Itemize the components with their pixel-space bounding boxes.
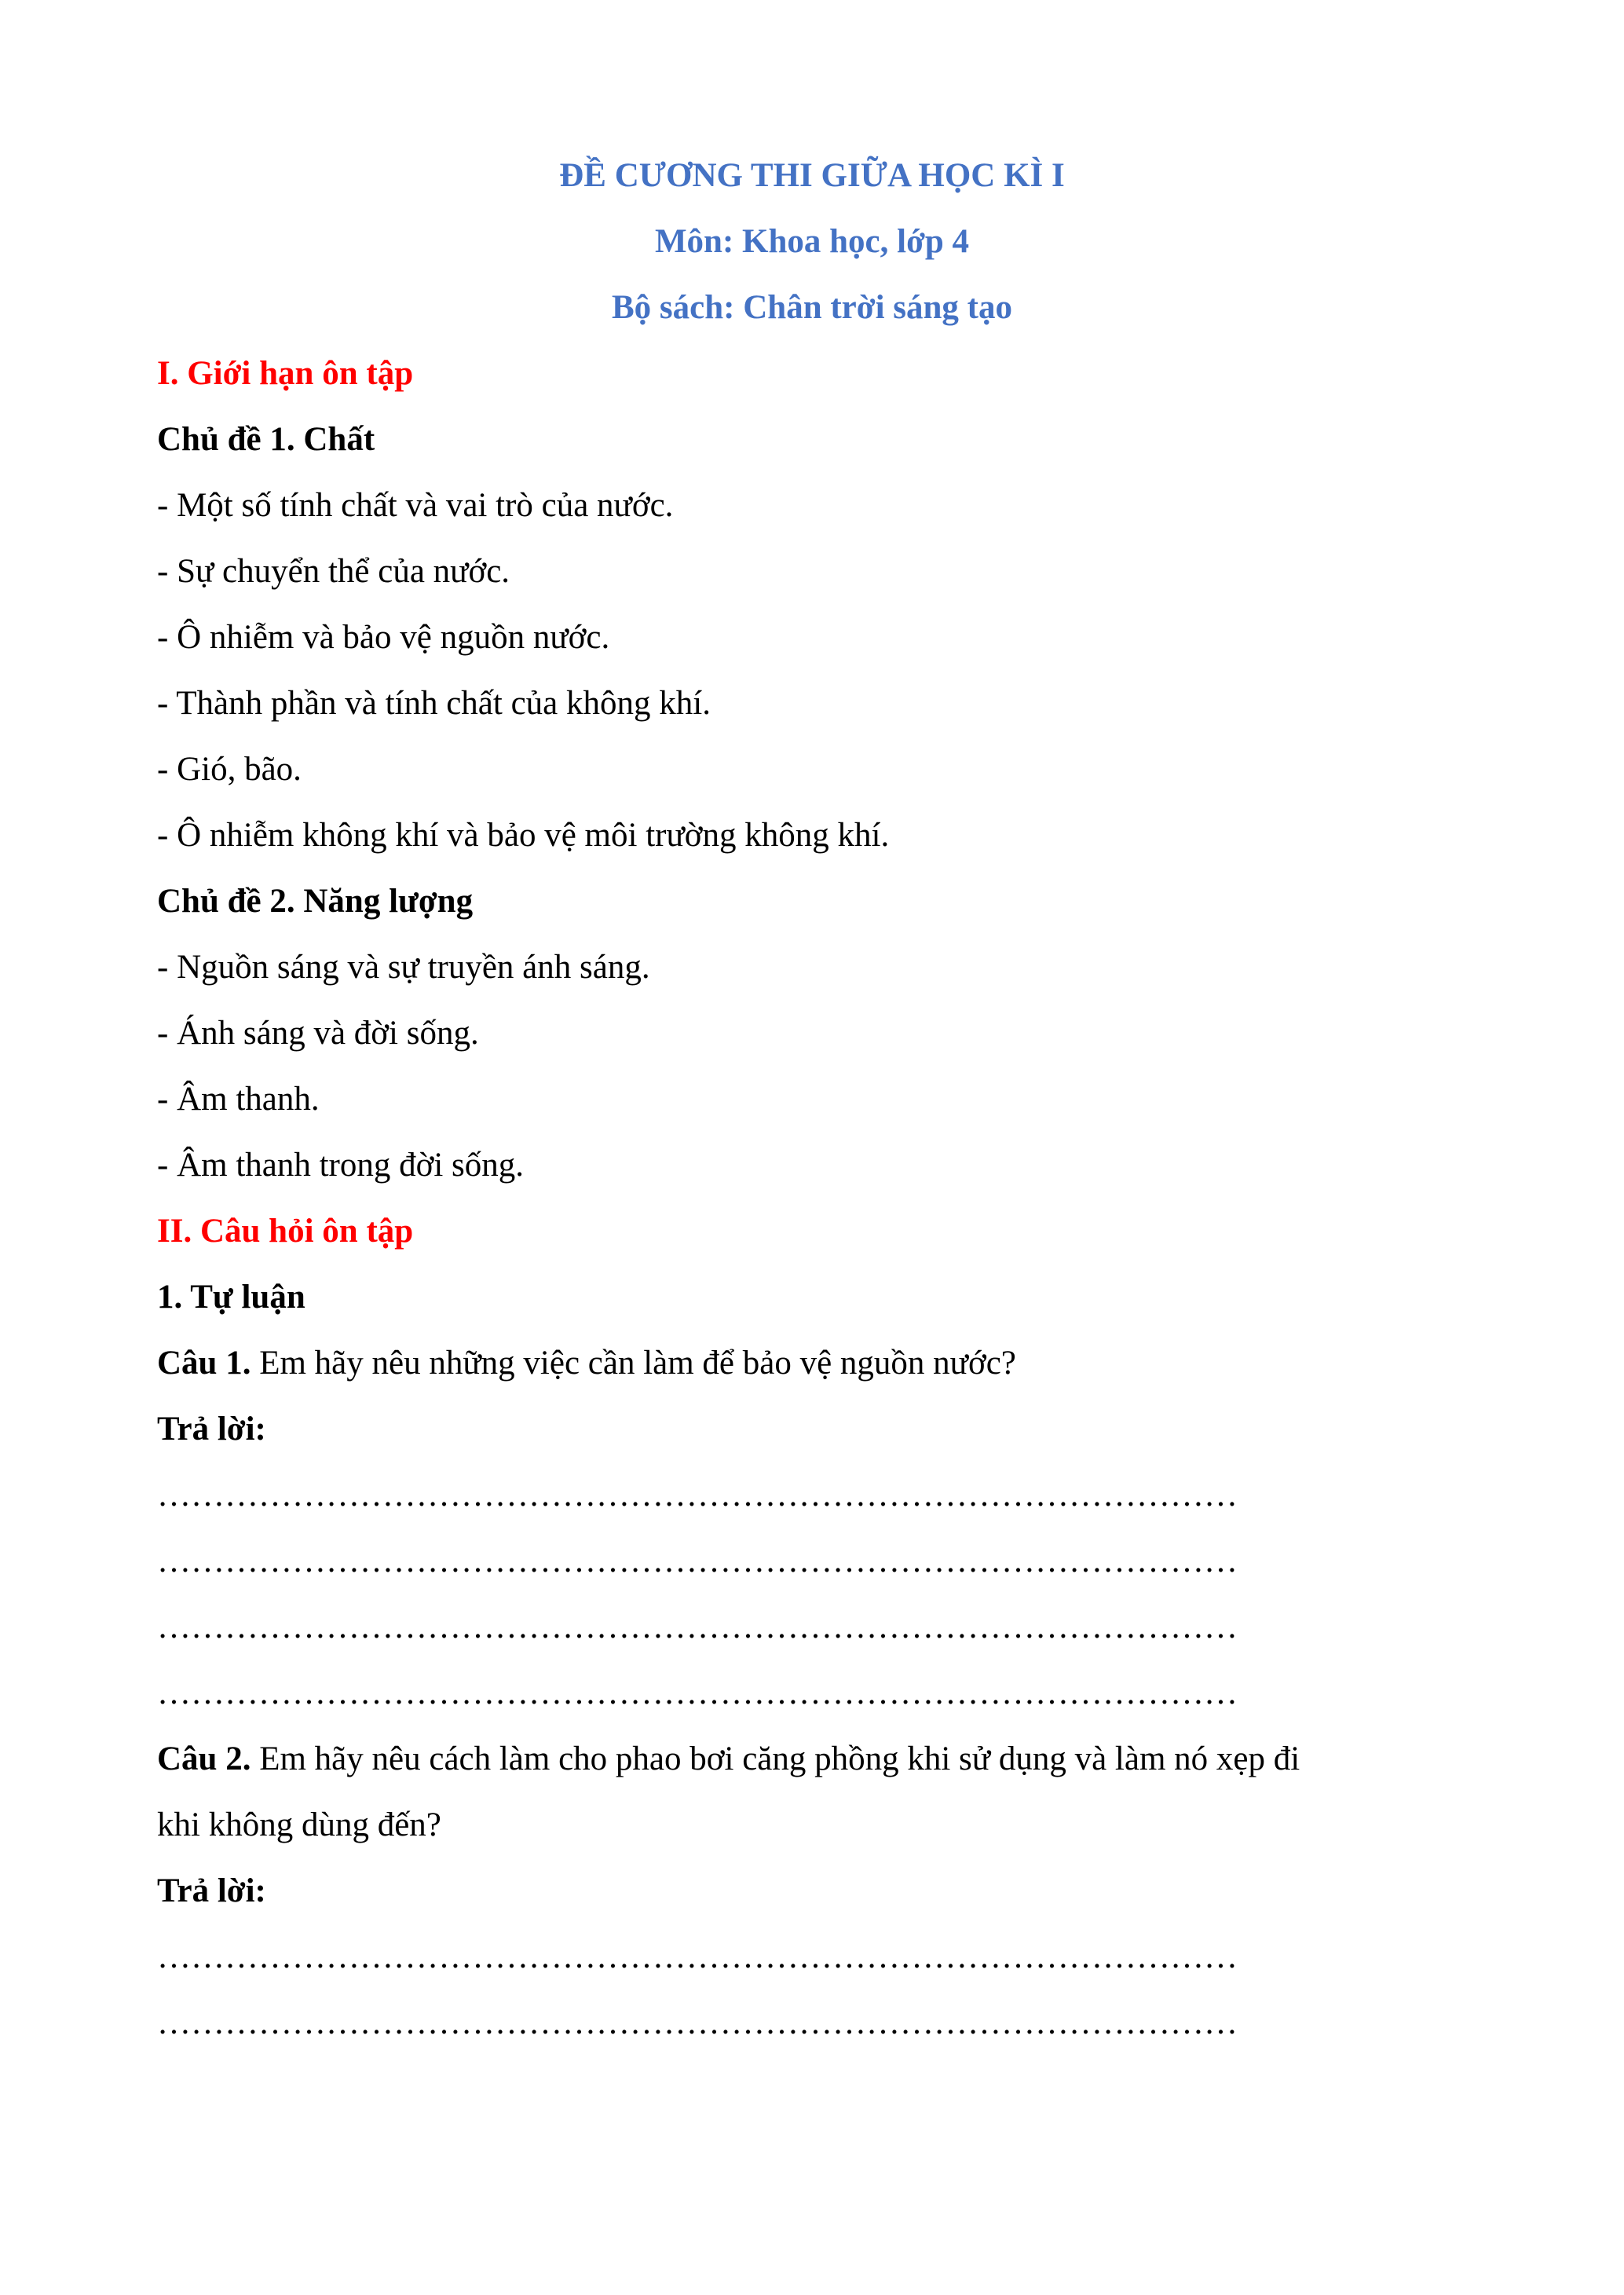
question-2-label: Câu 2. [157,1740,251,1777]
list-item: - Sự chuyển thể của nước. [157,553,510,590]
question-1-text: Em hãy nêu những việc cần làm để bảo vệ nguồn nước? [251,1345,1016,1382]
list-item: - Thành phần và tính chất của không khí. [157,685,711,722]
list-item: - Âm thanh trong đời sống. [157,1147,525,1184]
subsection-essay: 1. Tự luận [157,1279,305,1316]
question-2-line-1 [157,1739,1300,1780]
answer-line: …………………………………………………………………………………… [157,1477,1238,1514]
question-1 [157,1343,1016,1384]
answer-line: …………………………………………………………………………………… [157,1675,1238,1711]
answer-line: …………………………………………………………………………………… [157,2004,1238,2041]
question-2-text: Em hãy nêu cách làm cho phao bơi căng phồng khi sử dụng và làm nó xẹp đi [251,1740,1300,1777]
answer-line: …………………………………………………………………………………… [157,1543,1238,1579]
list-item: - Ánh sáng và đời sống. [157,1015,479,1052]
answer-label-2: Trả lời: [157,1872,266,1909]
section-heading-limits: I. Giới hạn ôn tập [157,355,414,392]
list-item: - Ô nhiễm không khí và bảo vệ môi trường không khí. [157,817,890,854]
document-subject: Môn: Khoa học, lớp 4 [654,223,970,260]
answer-label-1: Trả lời: [157,1411,266,1448]
answer-line: …………………………………………………………………………………… [157,1938,1238,1975]
document-book: Bộ sách: Chân trời sáng tạo [612,289,1012,326]
list-item: - Nguồn sáng và sự truyền ánh sáng. [157,949,650,986]
topic-2-title: Chủ đề 2. Năng lượng [157,883,474,920]
question-1-label: Câu 1. [157,1345,251,1382]
section-heading-questions: II. Câu hỏi ôn tập [157,1213,414,1250]
topic-1-title: Chủ đề 1. Chất [157,421,375,458]
document-title: ĐỀ CƯƠNG THI GIỮA HỌC KÌ I [559,157,1065,194]
list-item: - Âm thanh. [157,1081,320,1118]
answer-line: …………………………………………………………………………………… [157,1609,1238,1645]
list-item: - Ô nhiễm và bảo vệ nguồn nước. [157,619,610,656]
question-2-line-2: khi không dùng đến? [157,1806,441,1843]
list-item: - Một số tính chất và vai trò của nước. [157,487,674,524]
list-item: - Gió, bão. [157,751,302,788]
